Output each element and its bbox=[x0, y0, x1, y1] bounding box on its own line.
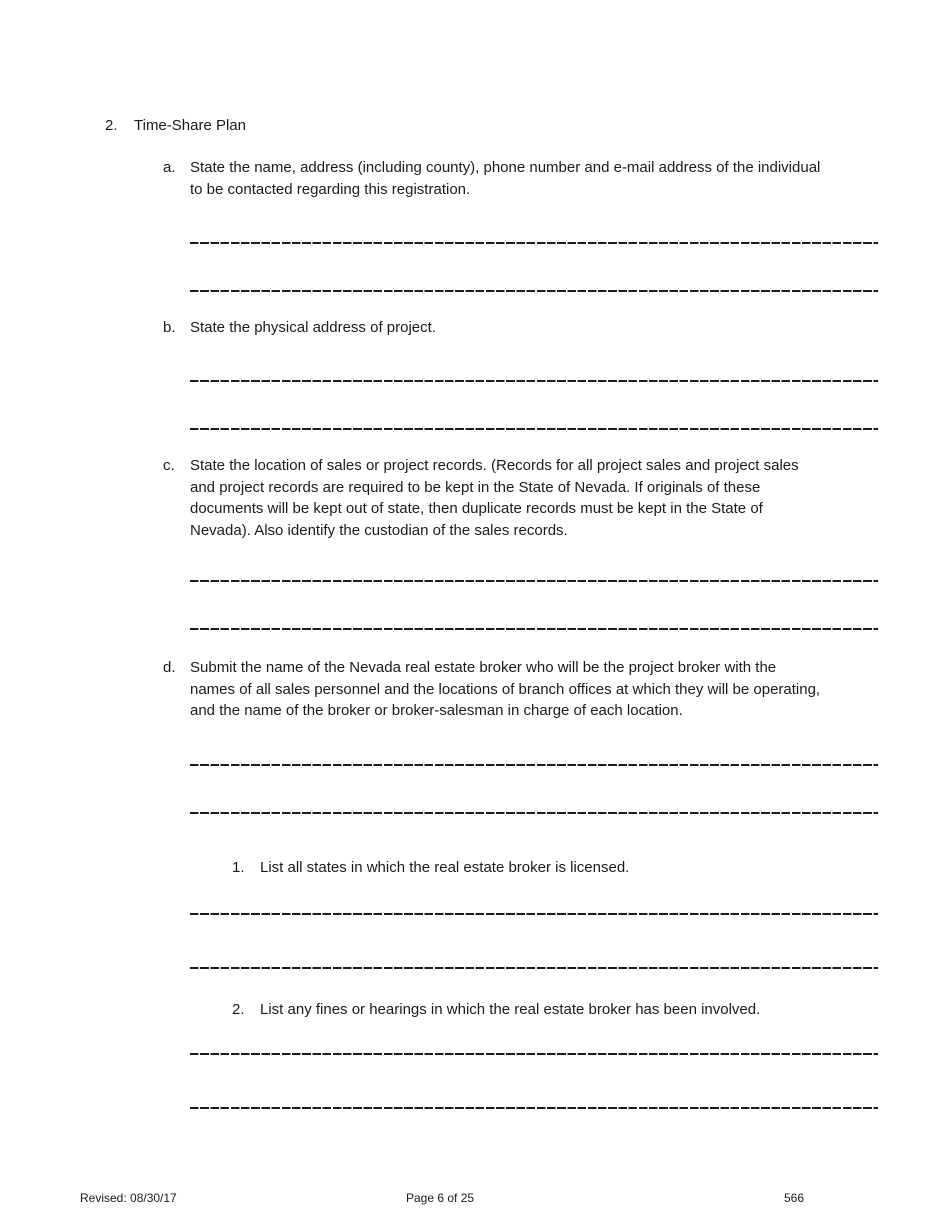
answer-line bbox=[190, 764, 878, 766]
item-label: b. bbox=[163, 319, 176, 336]
answer-line bbox=[190, 428, 878, 430]
footer-page-number: Page 6 of 25 bbox=[406, 1191, 475, 1205]
form-item-c bbox=[163, 455, 823, 541]
item-label: a. bbox=[163, 159, 176, 176]
subitem-label: 1. bbox=[232, 859, 245, 876]
form-item-b bbox=[163, 317, 823, 339]
item-text: Submit the name of the Nevada real estate broker who will be the project broker with the names of all sales personnel and the locations of branch offices at which they will be operating, and the name of the broker or broker-salesman in charge of each location. bbox=[190, 659, 821, 719]
form-item-a bbox=[163, 157, 823, 200]
answer-line bbox=[190, 967, 878, 969]
form-item-d bbox=[163, 657, 823, 722]
item-text: State the name, address (including county), phone number and e-mail address of the individual to be contacted regarding this registration. bbox=[190, 159, 821, 198]
subitem-text: List all states in which the real estate broker is licensed. bbox=[260, 859, 630, 876]
answer-line bbox=[190, 580, 878, 582]
section-title-text: Time-Share Plan bbox=[134, 117, 246, 134]
answer-line bbox=[190, 380, 878, 382]
answer-line bbox=[190, 628, 878, 630]
answer-line bbox=[190, 812, 878, 814]
answer-line bbox=[190, 1107, 878, 1109]
item-label: c. bbox=[163, 457, 175, 474]
answer-line bbox=[190, 242, 878, 244]
item-label: d. bbox=[163, 659, 176, 676]
form-subitem-1 bbox=[232, 857, 832, 879]
answer-line bbox=[190, 1053, 878, 1055]
form-subitem-2 bbox=[232, 999, 832, 1021]
footer-form-number: 566 bbox=[784, 1191, 805, 1205]
answer-line bbox=[190, 913, 878, 915]
footer-revised-date: Revised: 08/30/17 bbox=[80, 1191, 177, 1205]
subitem-text: List any fines or hearings in which the real estate broker has been involved. bbox=[260, 1001, 761, 1018]
section-number: 2. bbox=[105, 117, 118, 134]
item-text: State the physical address of project. bbox=[190, 319, 436, 336]
subitem-label: 2. bbox=[232, 1001, 245, 1018]
answer-line bbox=[190, 290, 878, 292]
item-text: State the location of sales or project records. (Records for all project sales and project sales and project records are required to be kept in the State of Nevada. If originals of these documents will be kept out of state, then duplicate records must be kept in the State of Nevada). Also identify the custodian of the sales records. bbox=[190, 457, 799, 539]
section-title bbox=[105, 115, 246, 137]
